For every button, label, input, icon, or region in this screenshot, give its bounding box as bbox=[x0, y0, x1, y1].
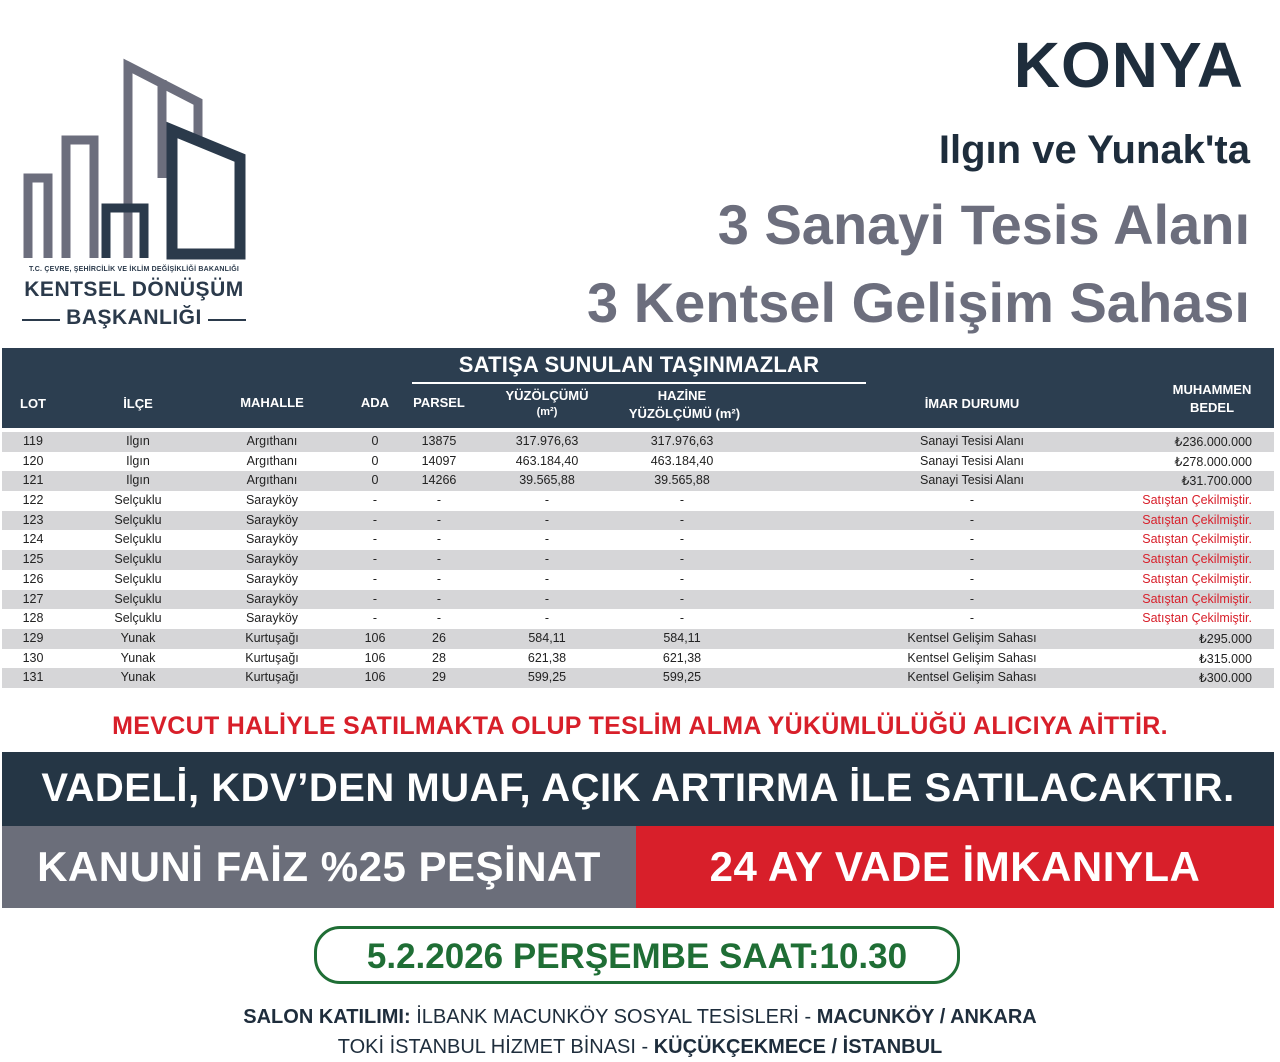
cell-lot: 123 bbox=[22, 512, 44, 527]
col-yuzolcumu: YÜZÖLÇÜMÜ bbox=[505, 388, 589, 403]
cell-bedel: ₺300.000 bbox=[1198, 671, 1252, 686]
cell-imar: - bbox=[969, 571, 975, 586]
cell-parsel: - bbox=[436, 591, 442, 606]
cell-yuz: - bbox=[544, 532, 550, 547]
cell-bedel: Satıştan Çekilmiştir. bbox=[1142, 493, 1252, 508]
cell-ada: - bbox=[372, 512, 378, 527]
table-header bbox=[2, 348, 1274, 428]
venue-2-place: TOKİ İSTANBUL HİZMET BİNASI bbox=[337, 1036, 636, 1058]
cell-mahalle: Sarayköy bbox=[245, 552, 299, 567]
cell-imar: - bbox=[969, 512, 975, 527]
table-row bbox=[2, 649, 1274, 669]
cell-parsel: - bbox=[436, 532, 442, 547]
cell-bedel: Satıştan Çekilmiştir. bbox=[1142, 611, 1252, 626]
table-row bbox=[2, 668, 1274, 688]
cell-hazine: 599,25 bbox=[662, 670, 702, 685]
cell-yuz: - bbox=[544, 611, 550, 626]
buildings-icon bbox=[22, 58, 246, 263]
cell-bedel: ₺315.000 bbox=[1198, 651, 1252, 666]
cell-yuz: 463.184,40 bbox=[515, 453, 579, 468]
logo-ministry-text: T.C. ÇEVRE, ŞEHİRCİLİK VE İKLİM DEĞİŞİKLİĞİ BAKANLIĞI bbox=[28, 266, 240, 273]
cell-ilce: Ilgın bbox=[126, 434, 150, 448]
cell-mahalle: Sarayköy bbox=[245, 591, 299, 606]
table-body bbox=[2, 432, 1274, 688]
cell-imar: Kentsel Gelişim Sahası bbox=[907, 630, 1037, 645]
cell-imar: Kentsel Gelişim Sahası bbox=[907, 670, 1037, 685]
cell-hazine: - bbox=[679, 571, 685, 586]
cell-parsel: 28 bbox=[432, 650, 446, 665]
cell-hazine: - bbox=[679, 532, 685, 547]
col-hazine-2: YÜZÖLÇÜMÜ (m²) bbox=[628, 406, 741, 421]
logo-title-line2-wrap bbox=[18, 306, 250, 332]
cell-yuz: 317.976,63 bbox=[515, 434, 579, 448]
heading-city: KONYA bbox=[1013, 29, 1244, 101]
cell-yuz: - bbox=[544, 571, 550, 586]
cell-mahalle: Argıthanı bbox=[246, 434, 298, 448]
venue-2-city: KÜÇÜKÇEKMECE / İSTANBUL bbox=[653, 1036, 943, 1058]
cell-bedel: ₺295.000 bbox=[1198, 631, 1252, 646]
table-row bbox=[2, 432, 1274, 452]
installment-band bbox=[636, 826, 1274, 908]
cell-imar: - bbox=[969, 532, 975, 547]
cell-parsel: 13875 bbox=[421, 434, 457, 448]
cell-ilce: Yunak bbox=[120, 630, 156, 645]
auction-date-pill bbox=[314, 926, 960, 984]
cell-yuz: - bbox=[544, 591, 550, 606]
cell-ilce: Selçuklu bbox=[114, 611, 162, 626]
sale-terms-band bbox=[2, 752, 1274, 826]
venue-1-city: MACUNKÖY / ANKARA bbox=[816, 1006, 1037, 1028]
cell-lot: 131 bbox=[22, 670, 44, 685]
logo-title-line1: KENTSEL DÖNÜŞÜM bbox=[24, 278, 244, 301]
table-row bbox=[2, 629, 1274, 649]
auction-date-text: 5.2.2026 PERŞEMBE SAAT:10.30 bbox=[366, 937, 908, 976]
cell-yuz: 584,11 bbox=[528, 630, 566, 645]
venue-1-place: İLBANK MACUNKÖY SOSYAL TESİSLERİ bbox=[416, 1006, 799, 1028]
cell-parsel: - bbox=[436, 493, 442, 508]
cell-parsel: 14266 bbox=[421, 473, 457, 488]
cell-bedel: Satıştan Çekilmiştir. bbox=[1142, 552, 1252, 567]
venue-label: SALON KATILIMI: bbox=[243, 1006, 411, 1028]
cell-ada: 106 bbox=[364, 670, 386, 685]
cell-bedel: Satıştan Çekilmiştir. bbox=[1142, 571, 1252, 586]
cell-hazine: - bbox=[679, 611, 685, 626]
col-yuzolcumu-unit: (m²) bbox=[536, 406, 558, 418]
table-row bbox=[2, 570, 1274, 590]
cell-mahalle: Kurtuşağı bbox=[245, 650, 299, 665]
col-ilce: İLÇE bbox=[123, 396, 153, 411]
cell-yuz: - bbox=[544, 552, 550, 567]
venue-2-separator: - bbox=[635, 1036, 654, 1058]
cell-hazine: - bbox=[679, 493, 685, 508]
cell-bedel: Satıştan Çekilmiştir. bbox=[1142, 532, 1252, 547]
cell-parsel: 26 bbox=[432, 630, 446, 645]
col-bedel-2: BEDEL bbox=[1189, 400, 1235, 415]
venue-line-2 bbox=[0, 1036, 1280, 1059]
cell-yuz: 599,25 bbox=[527, 670, 567, 685]
cell-ada: - bbox=[372, 571, 378, 586]
cell-lot: 128 bbox=[22, 611, 44, 626]
cell-lot: 129 bbox=[22, 630, 44, 645]
table-row bbox=[2, 530, 1274, 550]
cell-parsel: - bbox=[436, 512, 442, 527]
notice-text: MEVCUT HALİYLE SATILMAKTA OLUP TESLİM ALMA YÜKÜMLÜLÜĞÜ ALICIYA AİTTİR. bbox=[112, 712, 1168, 740]
heading-subtitle-2: 3 Kentsel Gelişim Sahası bbox=[587, 271, 1250, 334]
cell-bedel: ₺31.700.000 bbox=[1181, 474, 1252, 489]
cell-lot: 124 bbox=[22, 532, 44, 547]
cell-mahalle: Sarayköy bbox=[245, 611, 299, 626]
down-payment-text: KANUNİ FAİZ %25 PEŞİNAT bbox=[37, 843, 601, 890]
cell-ada: - bbox=[372, 552, 378, 567]
cell-ada: - bbox=[372, 532, 378, 547]
cell-hazine: 463.184,40 bbox=[650, 453, 714, 468]
cell-lot: 122 bbox=[22, 493, 44, 508]
cell-lot: 127 bbox=[22, 591, 44, 606]
cell-bedel: ₺278.000.000 bbox=[1174, 454, 1252, 469]
cell-ada: - bbox=[372, 493, 378, 508]
heading-subtitle-1: 3 Sanayi Tesis Alanı bbox=[717, 193, 1250, 256]
cell-hazine: 584,11 bbox=[663, 630, 701, 645]
cell-ada: - bbox=[372, 591, 378, 606]
cell-lot: 125 bbox=[22, 552, 44, 567]
cell-hazine: - bbox=[679, 512, 685, 527]
logo-title-line2: BAŞKANLIĞI bbox=[66, 306, 202, 329]
cell-mahalle: Sarayköy bbox=[245, 512, 299, 527]
col-hazine: HAZİNE bbox=[657, 388, 707, 403]
cell-imar: - bbox=[969, 552, 975, 567]
cell-yuz: 39.565,88 bbox=[519, 473, 575, 488]
cell-imar: - bbox=[969, 493, 975, 508]
cell-parsel: 14097 bbox=[421, 453, 457, 468]
cell-lot: 120 bbox=[22, 453, 44, 468]
cell-hazine: 317.976,63 bbox=[650, 434, 714, 448]
cell-mahalle: Kurtuşağı bbox=[245, 670, 299, 685]
cell-lot: 119 bbox=[23, 434, 43, 448]
cell-ada: 106 bbox=[364, 650, 386, 665]
cell-yuz: 621,38 bbox=[527, 650, 567, 665]
cell-lot: 126 bbox=[22, 571, 44, 586]
cell-mahalle: Sarayköy bbox=[245, 532, 299, 547]
col-ada: ADA bbox=[360, 395, 390, 410]
cell-ilce: Ilgın bbox=[126, 453, 150, 468]
cell-ada: 0 bbox=[371, 434, 379, 448]
table-row bbox=[2, 609, 1274, 629]
table-row bbox=[2, 471, 1274, 491]
table-row bbox=[2, 452, 1274, 472]
table-row bbox=[2, 491, 1274, 511]
down-payment-band bbox=[2, 826, 636, 908]
cell-bedel: Satıştan Çekilmiştir. bbox=[1142, 512, 1252, 527]
cell-ada: 106 bbox=[364, 630, 386, 645]
cell-lot: 121 bbox=[22, 473, 44, 488]
table-title-rule bbox=[412, 382, 866, 384]
cell-parsel: - bbox=[436, 571, 442, 586]
cell-parsel: - bbox=[436, 611, 442, 626]
cell-ilce: Selçuklu bbox=[114, 552, 162, 567]
installment-text: 24 AY VADE İMKANIYLA bbox=[709, 843, 1201, 890]
cell-mahalle: Kurtuşağı bbox=[245, 630, 299, 645]
cell-parsel: - bbox=[436, 552, 442, 567]
table-title: SATIŞA SUNULAN TAŞINMAZLAR bbox=[458, 352, 820, 377]
cell-hazine: - bbox=[679, 591, 685, 606]
col-bedel-1: MUHAMMEN bbox=[1172, 382, 1252, 397]
table-row bbox=[2, 590, 1274, 610]
cell-mahalle: Sarayköy bbox=[245, 571, 299, 586]
cell-imar: Kentsel Gelişim Sahası bbox=[907, 650, 1037, 665]
cell-lot: 130 bbox=[22, 650, 44, 665]
cell-mahalle: Argıthanı bbox=[246, 473, 298, 488]
sale-terms-text: VADELİ, KDV’DEN MUAF, AÇIK ARTIRMA İLE SATILACAKTIR. bbox=[41, 766, 1235, 810]
cell-imar: Sanayi Tesisi Alanı bbox=[920, 473, 1024, 488]
cell-ada: - bbox=[372, 611, 378, 626]
cell-ada: 0 bbox=[371, 473, 379, 488]
cell-bedel: ₺236.000.000 bbox=[1174, 435, 1252, 449]
cell-ilce: Selçuklu bbox=[114, 512, 162, 527]
cell-imar: Sanayi Tesisi Alanı bbox=[920, 453, 1024, 468]
col-imar: İMAR DURUMU bbox=[924, 396, 1020, 411]
col-lot: LOT bbox=[20, 396, 46, 411]
logo-rule-right bbox=[208, 319, 246, 321]
cell-ilce: Selçuklu bbox=[114, 591, 162, 606]
cell-parsel: 29 bbox=[432, 670, 446, 685]
venue-1-separator: - bbox=[798, 1006, 817, 1028]
cell-mahalle: Sarayköy bbox=[245, 493, 299, 508]
cell-ada: 0 bbox=[371, 453, 379, 468]
cell-ilce: Selçuklu bbox=[114, 571, 162, 586]
table-row bbox=[2, 550, 1274, 570]
cell-mahalle: Argıthanı bbox=[246, 453, 298, 468]
cell-ilce: Selçuklu bbox=[114, 493, 162, 508]
table-row bbox=[2, 511, 1274, 531]
logo bbox=[18, 58, 250, 338]
cell-ilce: Selçuklu bbox=[114, 532, 162, 547]
cell-imar: - bbox=[969, 611, 975, 626]
heading-location: Ilgın ve Yunak'ta bbox=[938, 128, 1250, 172]
cell-ilce: Yunak bbox=[120, 670, 156, 685]
cell-hazine: 621,38 bbox=[662, 650, 702, 665]
cell-yuz: - bbox=[544, 493, 550, 508]
cell-ilce: Ilgın bbox=[126, 473, 150, 488]
cell-yuz: - bbox=[544, 512, 550, 527]
col-mahalle: MAHALLE bbox=[240, 395, 304, 410]
cell-hazine: 39.565,88 bbox=[654, 473, 710, 488]
venue-line-1 bbox=[0, 1006, 1280, 1029]
cell-hazine: - bbox=[679, 552, 685, 567]
cell-imar: Sanayi Tesisi Alanı bbox=[920, 434, 1024, 448]
cell-imar: - bbox=[969, 591, 975, 606]
col-parsel: PARSEL bbox=[413, 395, 465, 410]
cell-bedel: Satıştan Çekilmiştir. bbox=[1142, 591, 1252, 606]
cell-ilce: Yunak bbox=[120, 650, 156, 665]
